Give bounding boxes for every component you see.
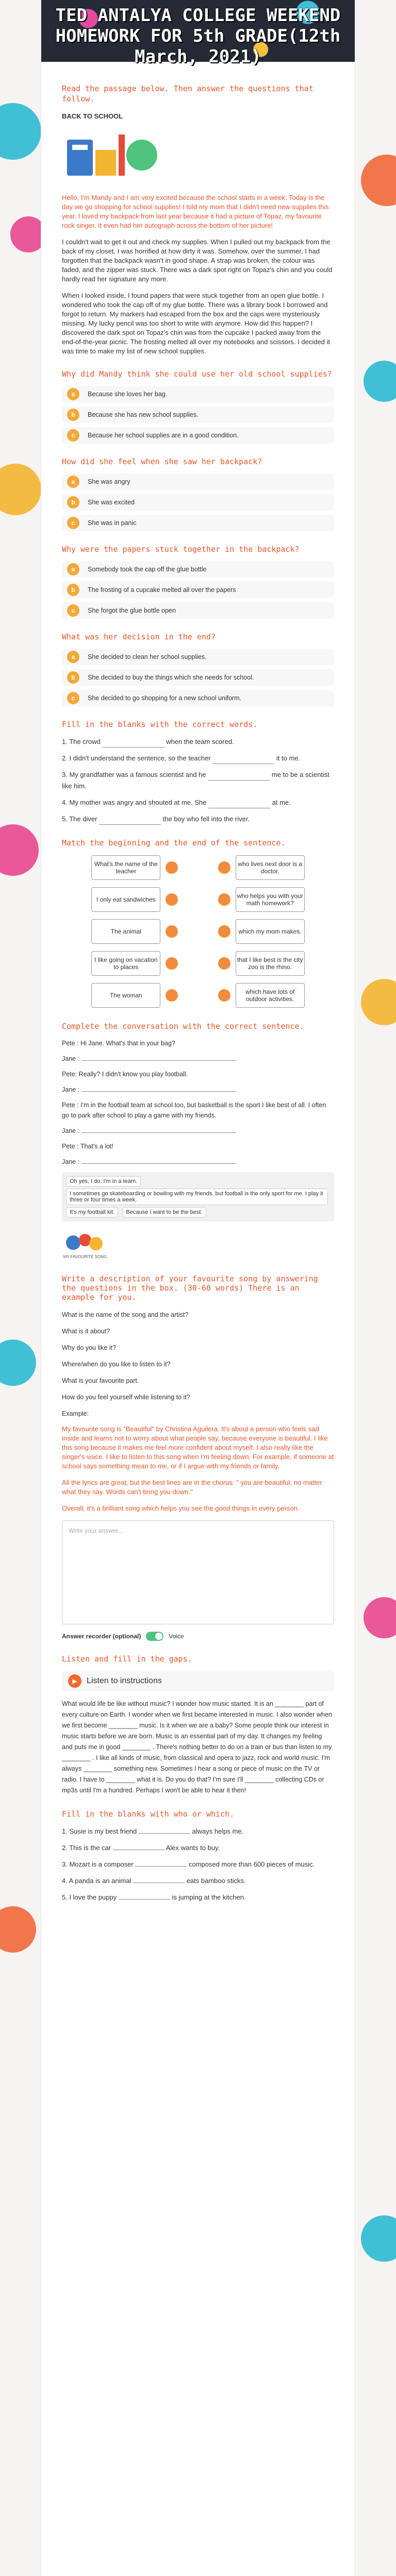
- question-2-option-a[interactable]: a She was angry: [62, 473, 334, 490]
- answer-chip[interactable]: Oh yes, I do. I'm in a team.: [66, 1176, 141, 1187]
- question-3: Why were the papers stuck together in the backpack?: [62, 545, 300, 554]
- answer-recorder: Answer recorder (optional) Voice: [62, 1633, 184, 1640]
- favourite-song-logo: [62, 1230, 108, 1261]
- writing-question: How do you feel yourself while listening to it?: [62, 1394, 190, 1401]
- answer-chip[interactable]: Because I want to be the best.: [123, 1207, 206, 1217]
- blank-input[interactable]: [139, 1827, 190, 1834]
- matching-section: [41, 838, 355, 1008]
- dialogue-line: Jane :: [62, 1126, 334, 1136]
- page-title: TED ANTALYA COLLEGE WEEKEND HOMEWORK FOR 5th GRADE(12th March, 2021): [55, 5, 341, 67]
- cloze-text: What would life be like without music? I wonder how music started. It is an ________ part of every culture on Earth. I wonder when we first became interested in music. I also wonder when we first become ________ music. Is it when we are a baby? Some people think our interest in music starts before we are born. Music is an essential part of my day. It changes my feeling and puts me in good ________ . There's nothing better to do on a train or bus than listen to my ________ . I like all kinds of music, from classical and opera to jazz, rock and world music. I'm always ________ something new. Sometimes I hear a song or piece of music on the TV or radio. I have to ________ what it is. Do you do that? I'm sure I'll ________ collecting CDs or mp3s until I'm a hundred. Perhaps I won't be able to hear it then!: [62, 1700, 332, 1794]
- audio-player[interactable]: ▶ Listen to instructions: [62, 1671, 334, 1691]
- question-3-option-c[interactable]: c She forgot the glue bottle open: [62, 602, 334, 619]
- match-right-4[interactable]: that I like best is the city zoo is the rhino.: [236, 951, 305, 976]
- blank-input[interactable]: [103, 740, 164, 748]
- example-paragraph: All the lyrics are great, but the best lines are in the chorus: " you are beautiful, no matter what they say. Words can't bring you down.": [62, 1479, 322, 1496]
- match-right-2[interactable]: who helps you with your math homework?: [236, 887, 305, 912]
- conversation-section: [41, 1022, 355, 1222]
- passage-paragraph-1: Hello, I'm Mandy and I am very excited because the school starts in a week. Today is the day we go shopping for school supplies! I told my mom that I didn't need new supplies this year. I loved my backpack from last year because it had a picture of Topaz, my favourite rock singer. It even had her autograph across the bottom of her picture!: [62, 194, 329, 229]
- match-left-3[interactable]: The animal: [91, 919, 160, 944]
- match-right-5[interactable]: which have lots of outdoor activities.: [236, 983, 305, 1008]
- blank-input[interactable]: [208, 801, 270, 808]
- matching-instruction: Match the beginning and the end of the sentence.: [62, 838, 286, 848]
- writing-section: [41, 1230, 355, 1641]
- match-left-5[interactable]: The woman: [91, 983, 160, 1008]
- example-paragraph: My favourite song is "Beautiful" by Christina Aguilera. It's about a person who feels sad inside and learns not to worry about what people say, because everyone is beautiful. I like this song because it makes me feel more confident about myself. I also really like the singer's voice. I like to listen to this song when I'm feeling down. For example, if someone at school says something mean to me, or if I argue with my friends or family.: [62, 1425, 334, 1470]
- question-2-option-b[interactable]: b She was excited: [62, 494, 334, 511]
- who-which-line-5: 5. I love the puppy is jumping at the kitchen.: [62, 1893, 246, 1901]
- recorder-mode: Voice: [169, 1633, 184, 1640]
- question-3-option-b[interactable]: b The frosting of a cupcake melted all over the papers: [62, 582, 334, 598]
- match-dot[interactable]: [166, 861, 178, 874]
- who-which-line-3: 3. Mozart is a composer composed more than 600 pieces of music.: [62, 1860, 315, 1868]
- dialogue-line: Pete : Hi Jane. What's that in your bag?: [62, 1040, 175, 1047]
- question-4-option-a[interactable]: a She decided to clean her school supplies.: [62, 649, 334, 665]
- match-left-1[interactable]: What's the name of the teacher: [91, 855, 160, 880]
- dialogue-line: Jane :: [62, 1084, 334, 1095]
- passage-title: BACK TO SCHOOL: [62, 112, 123, 120]
- example-label: Example:: [62, 1410, 89, 1417]
- conversation-instruction: Complete the conversation with the correct sentence.: [62, 1022, 304, 1031]
- who-which-line-4: 4. A panda is an animal eats bamboo sticks.: [62, 1877, 246, 1885]
- fill-blanks-instruction: Fill in the blanks with the correct words.: [62, 720, 258, 729]
- passage-paragraph-3: When I looked inside, I found papers that were stuck together from an open glue bottle. I wondered who took the cap off of my glue bottle. There was a library book I borrowed and forgot to return. My markers had escaped from the box and the caps were mysteriously missing. My lucky pencil was too short to write with anymore. How did this happen? I discovered the dark spot on Topaz's chin was from the cupcake I packed away from the end-of-the-year picnic. The frosting melted all over my notebooks and scissors. I decided it was time to make my list of new school supplies.: [62, 292, 331, 355]
- match-dot[interactable]: [166, 989, 178, 1002]
- match-dot[interactable]: [218, 925, 230, 938]
- reading-instruction: Read the passage below. Then answer the questions that follow.: [62, 84, 314, 104]
- writing-question: Why do you like it?: [62, 1344, 116, 1351]
- question-4-option-b[interactable]: b She decided to buy the things which she needs for school.: [62, 669, 334, 686]
- passage-paragraph-2: I couldn't wait to get it out and check my supplies. When I pulled out my backpack from the back of my closet, I was horrified at how dirty it was. Somehow, over the summer, I had forgotten that the backpack wasn't in good shape. A strap was broken, the colour was faded, and the zipper was stuck. There was a dark spot right on Topaz's chin and you could hardly read her signature any more.: [62, 238, 333, 283]
- writing-question: Where/when do you like to listen to it?: [62, 1361, 171, 1368]
- match-dot[interactable]: [218, 893, 230, 906]
- header-banner: [41, 0, 355, 77]
- dialogue-line: Pete : That's a lot!: [62, 1143, 114, 1150]
- blank-input[interactable]: [208, 773, 270, 781]
- match-row: [62, 887, 334, 912]
- dialogue-drop-zone[interactable]: [81, 1126, 236, 1133]
- dialogue-line: Pete: Really? I didn't know you play football.: [62, 1071, 188, 1078]
- school-supplies-image: [62, 124, 165, 186]
- who-which-section: [41, 1809, 355, 1903]
- fill-line-1: 1. The crowd when the team scored.: [62, 736, 334, 748]
- answer-chip-bank: [62, 1172, 334, 1222]
- blank-input[interactable]: [99, 817, 161, 825]
- match-right-3[interactable]: which my mom makes.: [236, 919, 305, 944]
- match-row: [62, 982, 334, 1008]
- blank-input[interactable]: [113, 1843, 164, 1850]
- match-left-4[interactable]: I like going on vacation to places: [91, 951, 160, 976]
- fill-line-4: 4. My mother was angry and shouted at me. She at me.: [62, 797, 334, 808]
- match-dot[interactable]: [218, 989, 230, 1002]
- listening-section: [41, 1654, 355, 1796]
- match-dot[interactable]: [218, 861, 230, 874]
- match-row: [62, 855, 334, 880]
- who-which-line-2: 2. This is the car Alex wants to buy.: [62, 1844, 220, 1852]
- question-1-option-b[interactable]: b Because she has new school supplies.: [62, 406, 334, 423]
- question-1-option-c[interactable]: c Because her school supplies are in a good condition.: [62, 427, 334, 444]
- dialogue-drop-zone[interactable]: [81, 1054, 236, 1061]
- play-icon[interactable]: ▶: [68, 1674, 81, 1688]
- answer-chip[interactable]: It's my football kit.: [66, 1207, 118, 1217]
- fill-blanks-section: [41, 720, 355, 825]
- question-2: How did she feel when she saw her backpack?: [62, 457, 262, 466]
- writing-instruction: Write a description of your favourite song by answering the questions in the box. (30-60 words) There is an example for you.: [62, 1274, 318, 1302]
- svg-text:MY FAVOURITE SONG: MY FAVOURITE SONG: [63, 1255, 107, 1259]
- question-3-option-a[interactable]: a Somebody took the cap off the glue bottle: [62, 561, 334, 578]
- question-1-option-a[interactable]: a Because she loves her bag.: [62, 386, 334, 402]
- match-right-1[interactable]: who lives next door is a doctor.: [236, 855, 305, 880]
- fill-line-2: 2. I didn't understand the sentence, so the teacher it to me.: [62, 753, 334, 764]
- match-dot[interactable]: [166, 925, 178, 938]
- match-dot[interactable]: [166, 893, 178, 906]
- question-2-option-c[interactable]: c She was in panic: [62, 515, 334, 531]
- example-paragraph: Overall, it's a brilliant song which helps you see the good things in every person.: [62, 1504, 300, 1512]
- dialogue-drop-zone[interactable]: [81, 1157, 236, 1164]
- dialogue-line: Jane :: [62, 1054, 334, 1064]
- answer-textarea[interactable]: Write your answer...: [62, 1520, 334, 1624]
- match-row: [62, 919, 334, 944]
- worksheet-content: [41, 77, 355, 1908]
- match-row: [62, 951, 334, 976]
- question-4-option-c[interactable]: c She decided to go shopping for a new school uniform.: [62, 690, 334, 706]
- blank-input[interactable]: [212, 756, 274, 764]
- who-which-line-1: 1. Susie is my best friend always helps me.: [62, 1827, 244, 1835]
- writing-question: What is your favourite part.: [62, 1377, 139, 1384]
- dialogue-line: Jane :: [62, 1157, 334, 1167]
- fill-line-3: 3. My grandfather was a famous scientist and he me to be a scientist like him.: [62, 771, 329, 790]
- dialogue-line: Pete : I'm in the football team at school too, but basketball is the sport I like best of all. I often go to park after school to play a game with my friends.: [62, 1101, 326, 1119]
- recorder-toggle[interactable]: [146, 1632, 163, 1641]
- question-4: What was her decision in the end?: [62, 632, 216, 641]
- blank-input[interactable]: [119, 1893, 170, 1900]
- blank-input[interactable]: [135, 1860, 187, 1867]
- question-1: Why did Mandy think she could use her old school supplies?: [62, 369, 332, 379]
- who-which-instruction: Fill in the blanks with who or which.: [62, 1809, 235, 1819]
- match-left-2[interactable]: I only eat sandwiches: [91, 887, 160, 912]
- writing-question: What is it about?: [62, 1328, 110, 1335]
- blank-input[interactable]: [133, 1876, 185, 1883]
- writing-question: What is the name of the song and the artist?: [62, 1311, 189, 1318]
- dialogue-drop-zone[interactable]: [81, 1085, 236, 1092]
- listening-instruction: Listen and fill in the gaps.: [62, 1654, 192, 1664]
- reading-section: [41, 83, 355, 706]
- fill-line-5: 5. The diver the boy who fell into the river.: [62, 814, 334, 825]
- match-dot[interactable]: [166, 957, 178, 970]
- answer-chip[interactable]: I sometimes go skateboarding or bowling with my friends, but football is the only sport for me. I play it three or four times a week.: [66, 1189, 328, 1205]
- match-dot[interactable]: [218, 957, 230, 970]
